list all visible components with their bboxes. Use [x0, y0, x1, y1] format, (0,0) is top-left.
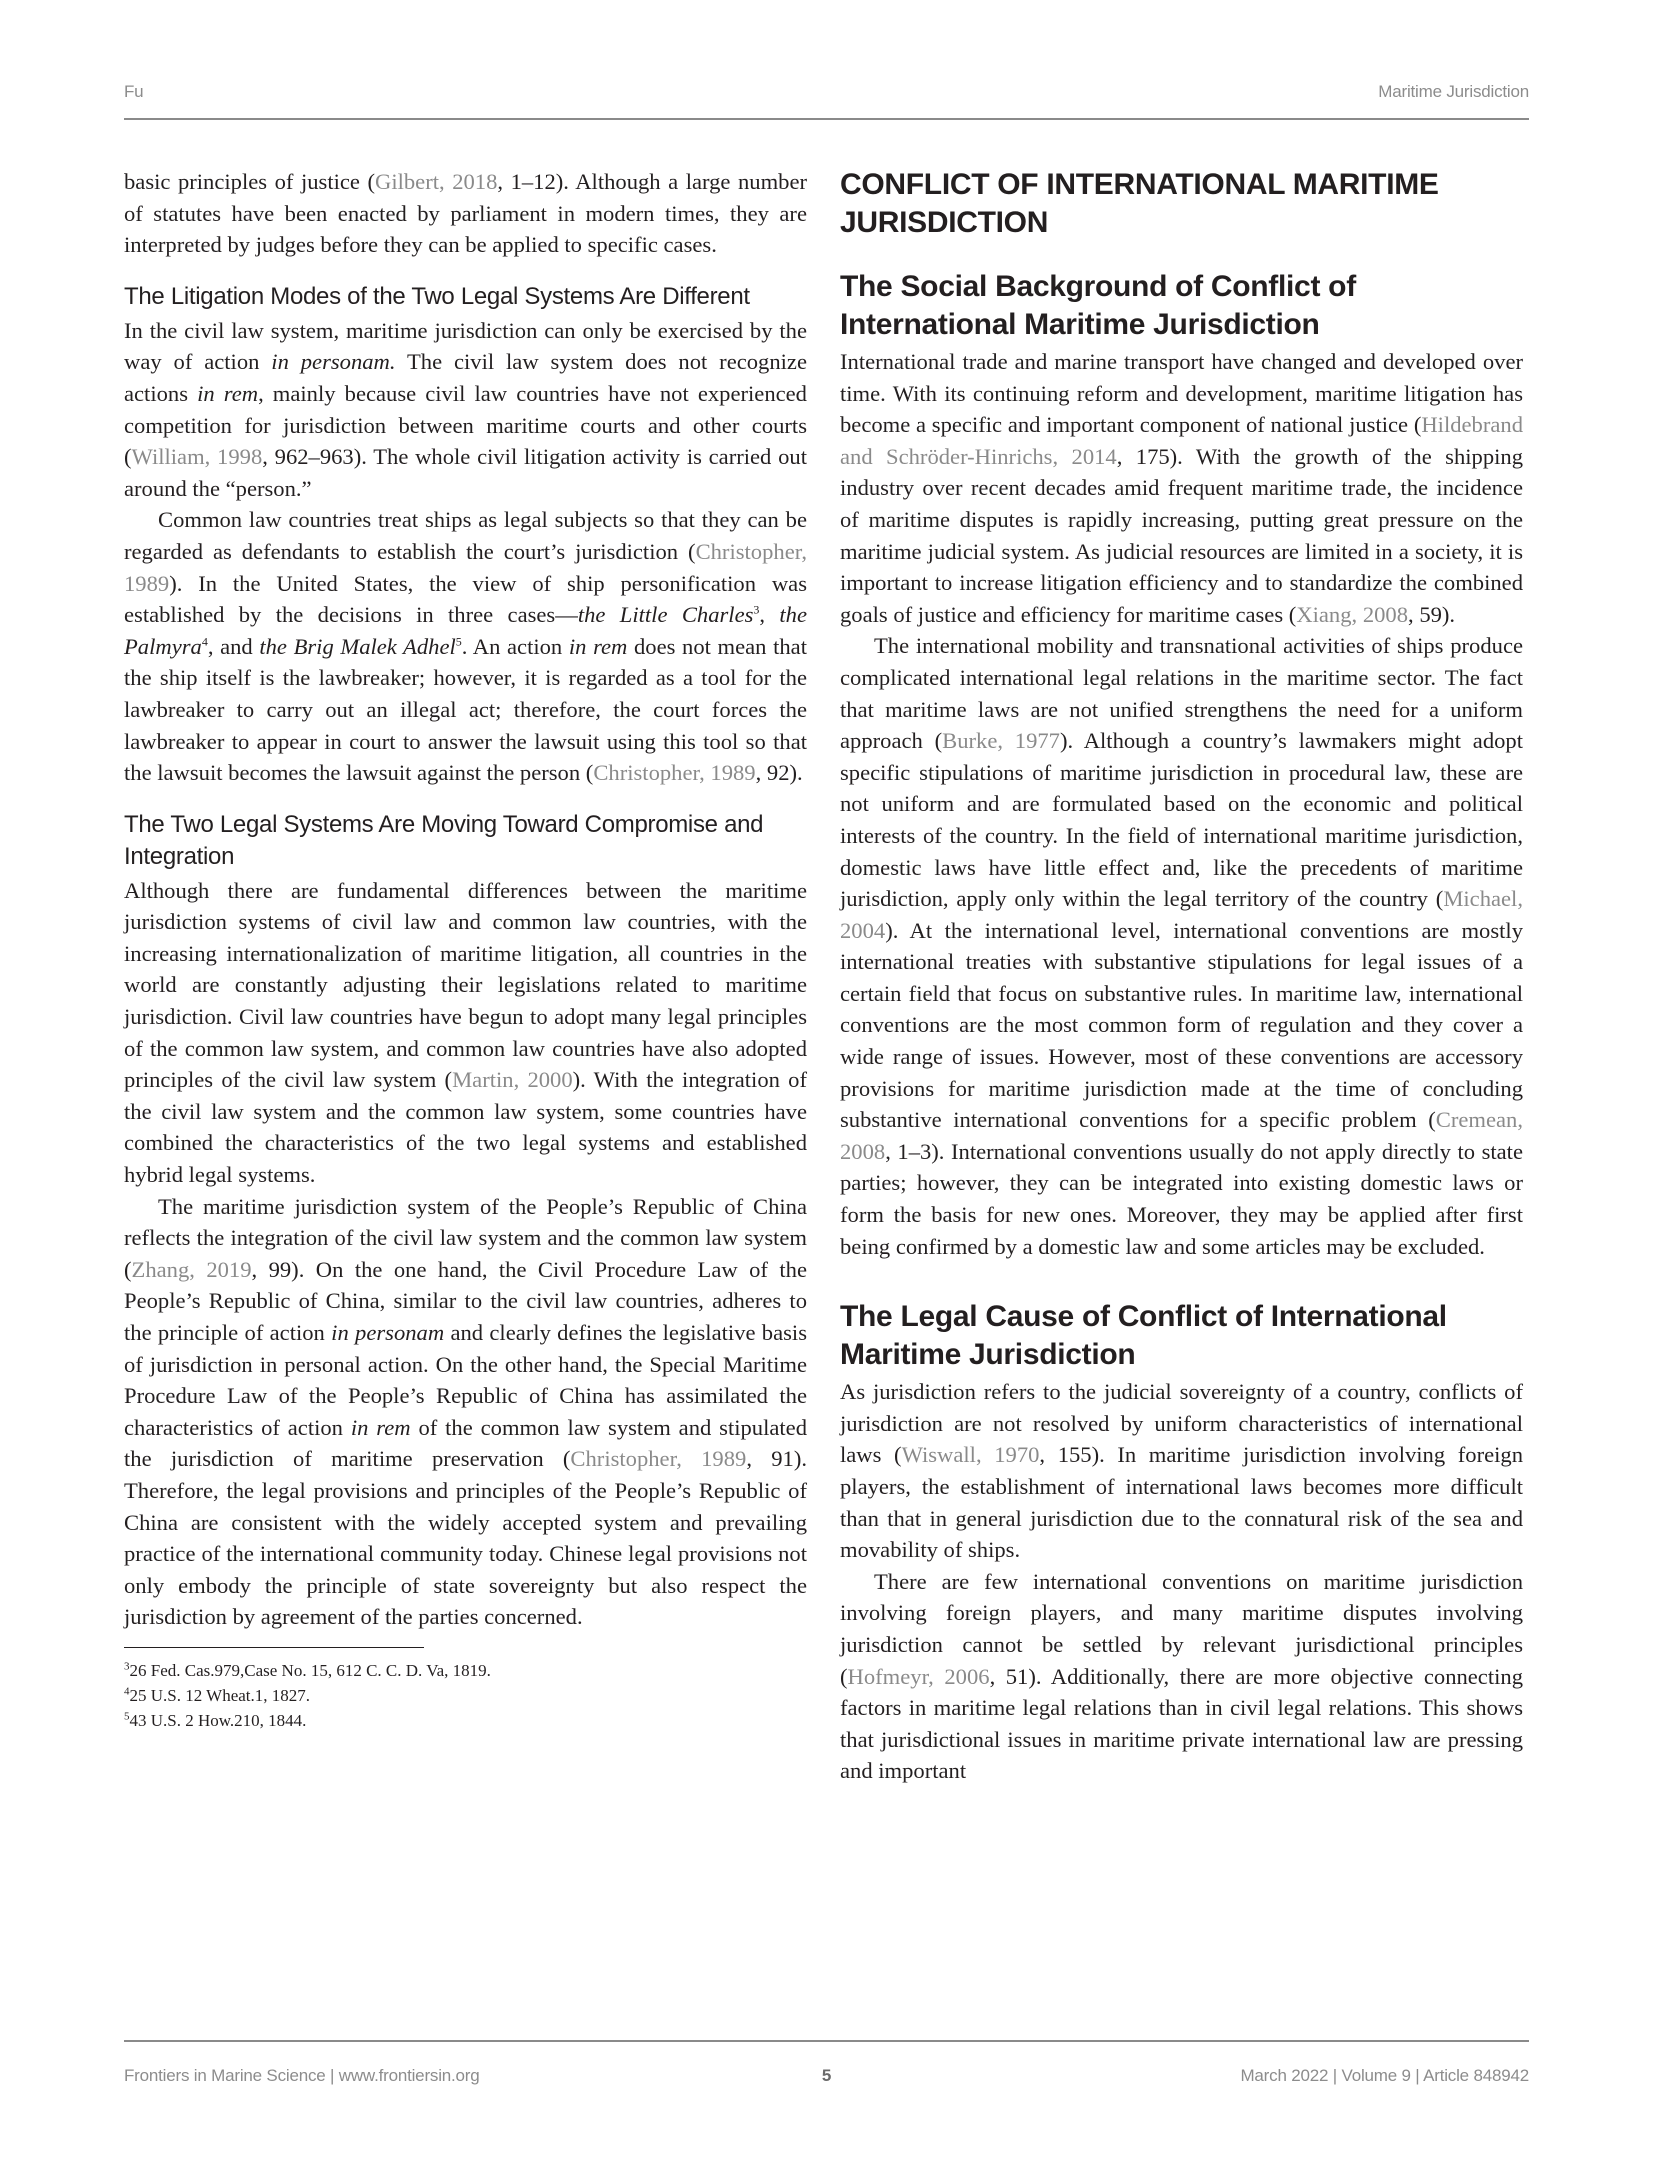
- right-column: [840, 166, 1523, 1787]
- citation-link[interactable]: Zhang, 2019: [131, 1256, 252, 1282]
- subsection-heading: The Social Background of Conflict of International Maritime Jurisdiction: [840, 270, 1356, 341]
- paragraph: basic principles of justice (Gilbert, 2018, 1–12). Although a large number of statutes have been enacted by parliament in modern times, they are interpreted by judges before they can be applied to specific cases.: [124, 169, 808, 258]
- paragraph: As jurisdiction refers to the judicial sovereignty of a country, conflicts of jurisdiction are not resolved by uniform characteristics of international laws (Wiswall, 1970, 155). In maritime jurisdiction involving foreign players, the establishment of international laws becomes more difficult than that in general jurisdiction due to the connatural risk of the sea and movability of ships.: [840, 1379, 1524, 1563]
- section-heading: CONFLICT OF INTERNATIONAL MARITIME JURISDICTION: [840, 168, 1439, 239]
- citation-link[interactable]: Christopher, 1989: [570, 1446, 747, 1472]
- footnote: $^5$43 U.S. 2 How.210, 1844.: [124, 1710, 307, 1730]
- citation-link[interactable]: Christopher, 1989: [593, 760, 756, 786]
- footnote-ref[interactable]: 5: [455, 634, 462, 649]
- footnote-ref[interactable]: 3: [753, 602, 760, 617]
- citation-link[interactable]: Xiang, 2008: [1296, 601, 1409, 627]
- journal-link[interactable]: Frontiers in Marine Science | www.frontiersin.org: [124, 2066, 480, 2085]
- paragraph: Common law countries treat ships as legal subjects so that they can be regarded as defendants to establish the court’s jurisdiction (Christopher, 1989). In the United States, the view of ship personification was established by the decisions in three cases—the Little Charles$^3$, the Palmyra$^4$, and the Brig Malek Adhel$^5$. An action in rem does not mean that the ship itself is the lawbreaker; however, it is regarded as a tool for the lawbreaker to carry out an illegal act; therefore, the court forces the lawbreaker to appear in court to answer the lawsuit using this tool so that the lawsuit becomes the lawsuit against the person (Christopher, 1989, 92).: [124, 507, 808, 786]
- running-head: [124, 78, 1529, 120]
- citation-link[interactable]: Michael, 2004: [840, 886, 1523, 943]
- citation-link[interactable]: Martin, 2000: [452, 1067, 573, 1093]
- paragraph: The international mobility and transnational activities of ships produce complicated international legal relations in the maritime sector. The fact that maritime laws are not unified strengthens the need for a uniform approach (Burke, 1977). Although a country’s lawmakers might adopt specific stipulations of maritime jurisdiction in procedural law, these are not uniform and are formulated based on the economic and political interests of the country. In the field of international maritime jurisdiction, domestic laws have little effect and, like the precedents of maritime jurisdiction, apply only within the legal territory of the country (Michael, 2004). At the international level, international conventions are mostly international treaties with substantive stipulations for legal issues of a certain field that focus on substantive rules. In maritime law, international conventions are the most common form of regulation and they cover a wide range of issues. However, most of these conventions are accessory provisions for maritime jurisdiction made at the time of concluding substantive international conventions for a specific problem (Cremean, 2008, 1–3). International conventions usually do not apply directly to state parties; however, they can be integrated into existing domestic laws or form the basis for new ones. Moreover, they may be applied after first being confirmed by a domestic law and some articles may be excluded.: [840, 633, 1523, 1259]
- subsection-heading: The Two Legal Systems Are Moving Toward Compromise and Integration: [124, 810, 764, 870]
- paragraph: In the civil law system, maritime jurisdiction can only be exercised by the way of action in personam. The civil law system does not recognize actions in rem, mainly because civil law countries have not experienced competition for jurisdiction between maritime courts and other courts (William, 1998, 962–963). The whole civil litigation activity is carried out around the “person.”: [124, 317, 807, 501]
- title-running-head: Maritime Jurisdiction: [1378, 82, 1529, 101]
- citation-link[interactable]: Wiswall, 1970: [901, 1442, 1040, 1468]
- paragraph: The maritime jurisdiction system of the People’s Republic of China reflects the integration of the civil law system and the common law system (Zhang, 2019, 99). On the one hand, the Civil Procedure Law of the People’s Republic of China, similar to the civil law countries, adheres to the principle of action in personam and clearly defines the legislative basis of jurisdiction in personal action. On the other hand, the Special Maritime Procedure Law of the People’s Republic of China has assimilated the characteristics of action in rem of the common law system and stipulated the jurisdiction of maritime preservation (Christopher, 1989, 91). Therefore, the legal provisions and principles of the People’s Republic of China are consistent with the widely accepted system and prevailing practice of the international community today. Chinese legal provisions not only embody the principle of state sovereignty but also respect the jurisdiction by agreement of the parties concerned.: [124, 1193, 807, 1630]
- citation-link[interactable]: Burke, 1977: [942, 728, 1060, 754]
- page-number: 5: [821, 2066, 832, 2085]
- left-column: [124, 166, 807, 1733]
- citation-link[interactable]: Cremean, 2008: [840, 1107, 1523, 1164]
- footnote-divider: [124, 1647, 424, 1648]
- citation-link[interactable]: Gilbert, 2018: [375, 169, 498, 194]
- author-running-head: Fu: [124, 82, 144, 101]
- footnote: $^4$25 U.S. 12 Wheat.1, 1827.: [124, 1685, 311, 1705]
- citation-link[interactable]: Christopher, 1989: [124, 538, 807, 596]
- issue-info: March 2022 | Volume 9 | Article 848942: [1240, 2066, 1529, 2085]
- subsection-heading: The Legal Cause of Conflict of International Maritime Jurisdiction: [840, 1300, 1447, 1372]
- citation-link[interactable]: Hofmeyr, 2006: [847, 1663, 990, 1689]
- page-footer: [124, 2040, 1529, 2085]
- footnote: $^3$26 Fed. Cas.979,Case No. 15, 612 C. C. D. Va, 1819.: [124, 1660, 491, 1680]
- citation-link[interactable]: William, 1998: [131, 444, 263, 470]
- paragraph: Although there are fundamental differences between the maritime jurisdiction systems of civil law and common law countries, with the increasing internationalization of maritime litigation, all countries in the world are constantly adjusting their legislations related to maritime jurisdiction. Civil law countries have begun to adopt many legal principles of the common law system, and common law countries have also adopted principles of the civil law system (Martin, 2000). With the integration of the civil law system and the common law system, some countries have combined the characteristics of the two legal systems and established hybrid legal systems.: [124, 877, 807, 1188]
- paragraph: There are few international conventions on maritime jurisdiction involving foreign players, and many maritime disputes involving jurisdiction cannot be settled by relevant jurisdictional principles (Hofmeyr, 2006, 51). Additionally, there are more objective connecting factors in maritime legal relations than in civil legal relations. This shows that jurisdictional issues in maritime private international law are pressing and important: [840, 1568, 1523, 1784]
- footnote-ref[interactable]: 4: [201, 634, 208, 649]
- paragraph: International trade and marine transport have changed and developed over time. With its continuing reform and development, maritime litigation has become a specific and important component of national justice (Hildebrand and Schröder-Hinrichs, 2014, 175). With the growth of the shipping industry over recent decades amid frequent maritime trade, the incidence of maritime disputes is rapidly increasing, putting great pressure on the maritime judicial system. As judicial resources are limited in a society, it is important to increase litigation efficiency and to standardize the combined goals of justice and efficiency for maritime cases (Xiang, 2008, 59).: [840, 349, 1523, 627]
- subsection-heading: The Litigation Modes of the Two Legal Systems Are Different: [124, 282, 750, 310]
- citation-link[interactable]: Hildebrand and Schröder-Hinrichs, 2014: [840, 412, 1523, 469]
